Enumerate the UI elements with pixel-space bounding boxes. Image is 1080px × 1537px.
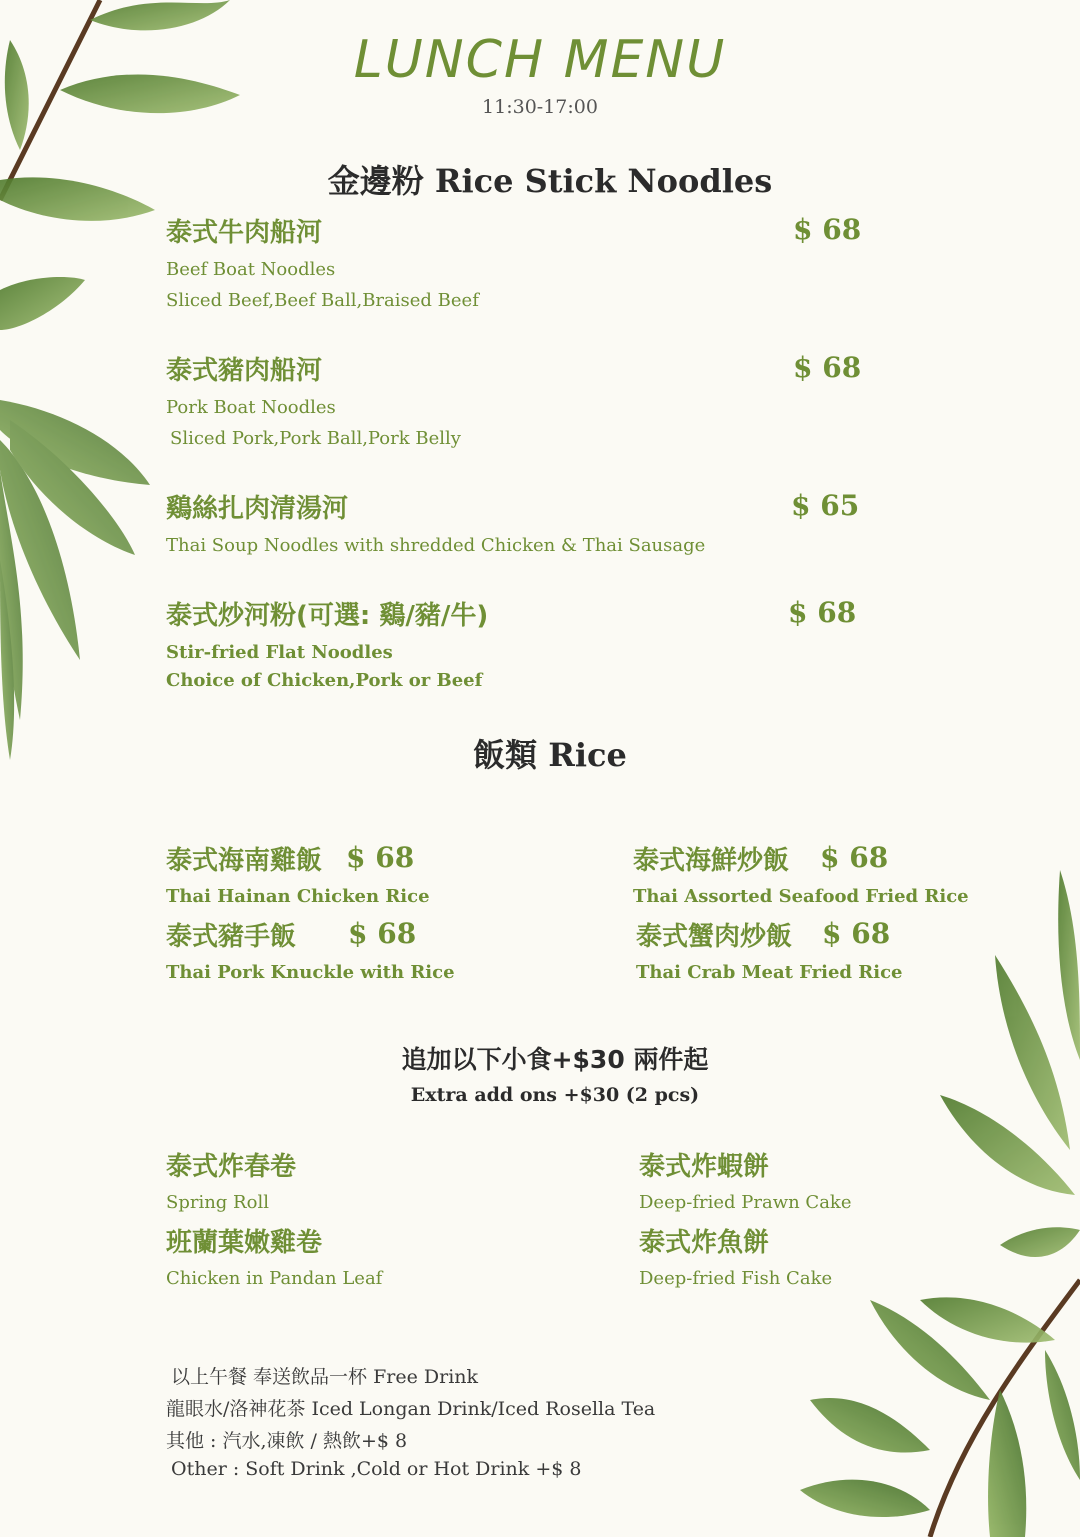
addon-item-2-cn: 泰式炸蝦餅 bbox=[639, 1152, 770, 1182]
addon-item-3-en: Chicken in Pandan Leaf bbox=[166, 1268, 383, 1289]
rice-item-3-price: $ 68 bbox=[348, 917, 417, 950]
addons-heading-cn: 追加以下小食+$30 兩件起 bbox=[401, 1045, 709, 1074]
addon-item-4-en: Deep-fried Fish Cake bbox=[639, 1268, 833, 1289]
rice-item-4-cn: 泰式蟹肉炒飯 bbox=[636, 922, 793, 952]
rice-item-1-cn: 泰式海南雞飯 bbox=[166, 846, 323, 876]
addons-heading-en: Extra add ons +$30 (2 pcs) bbox=[410, 1084, 700, 1106]
addon-item-2-en: Deep-fried Prawn Cake bbox=[639, 1192, 852, 1213]
addon-item-1-en: Spring Roll bbox=[166, 1192, 269, 1213]
rice-item-2-price: $ 68 bbox=[820, 841, 889, 874]
noodle-item-4-en: Stir-fried Flat Noodles bbox=[166, 642, 393, 663]
other-drinks-note-en: Other : Soft Drink ,Cold or Hot Drink +$ 8 bbox=[171, 1458, 582, 1480]
noodle-item-2-price: $ 68 bbox=[793, 351, 862, 384]
noodle-item-2-desc: Sliced Pork,Pork Ball,Pork Belly bbox=[170, 428, 461, 449]
rice-item-3-cn: 泰式豬手飯 bbox=[166, 922, 297, 952]
opening-hours: 11:30-17:00 bbox=[482, 96, 598, 118]
noodle-item-1-en: Beef Boat Noodles bbox=[166, 259, 336, 280]
rice-item-4-price: $ 68 bbox=[822, 917, 891, 950]
noodle-item-2-en: Pork Boat Noodles bbox=[166, 397, 336, 418]
rice-item-2-en: Thai Assorted Seafood Fried Rice bbox=[633, 886, 969, 907]
rice-item-4-en: Thai Crab Meat Fried Rice bbox=[636, 962, 903, 983]
rice-item-3-en: Thai Pork Knuckle with Rice bbox=[166, 962, 455, 983]
rice-item-1-price: $ 68 bbox=[346, 841, 415, 874]
free-drink-note: 以上午餐 奉送飲品一杯 Free Drink bbox=[171, 1366, 479, 1388]
noodle-item-4-desc: Choice of Chicken,Pork or Beef bbox=[166, 670, 483, 691]
addon-item-1-cn: 泰式炸春卷 bbox=[166, 1152, 297, 1182]
noodles-heading: 金邊粉 Rice Stick Noodles bbox=[327, 162, 773, 200]
noodle-item-4-price: $ 68 bbox=[788, 596, 857, 629]
drink-options-note: 龍眼水/洛神花茶 Iced Longan Drink/Iced Rosella Tea bbox=[166, 1398, 656, 1420]
noodle-item-3-en: Thai Soup Noodles with shredded Chicken & Thai Sausage bbox=[166, 535, 706, 556]
noodle-item-1-price: $ 68 bbox=[793, 213, 862, 246]
rice-item-2-cn: 泰式海鮮炒飯 bbox=[633, 846, 790, 876]
addon-item-4-cn: 泰式炸魚餅 bbox=[639, 1228, 770, 1258]
noodle-item-4-cn: 泰式炒河粉(可選: 鷄/豬/牛) bbox=[166, 601, 489, 631]
rice-heading: 飯類 Rice bbox=[473, 736, 627, 774]
addon-item-3-cn: 班蘭葉嫩雞卷 bbox=[166, 1228, 323, 1258]
noodle-item-2-cn: 泰式豬肉船河 bbox=[166, 356, 323, 386]
noodle-item-3-cn: 鷄絲扎肉清湯河 bbox=[166, 494, 349, 524]
menu-title: LUNCH MENU bbox=[353, 30, 727, 90]
other-drinks-note-cn: 其他 : 汽水,凍飲 / 熱飲+$ 8 bbox=[166, 1430, 408, 1452]
noodle-item-1-desc: Sliced Beef,Beef Ball,Braised Beef bbox=[166, 290, 479, 311]
noodle-item-1-cn: 泰式牛肉船河 bbox=[166, 218, 323, 248]
noodle-item-3-price: $ 65 bbox=[791, 489, 860, 522]
rice-item-1-en: Thai Hainan Chicken Rice bbox=[166, 886, 430, 907]
